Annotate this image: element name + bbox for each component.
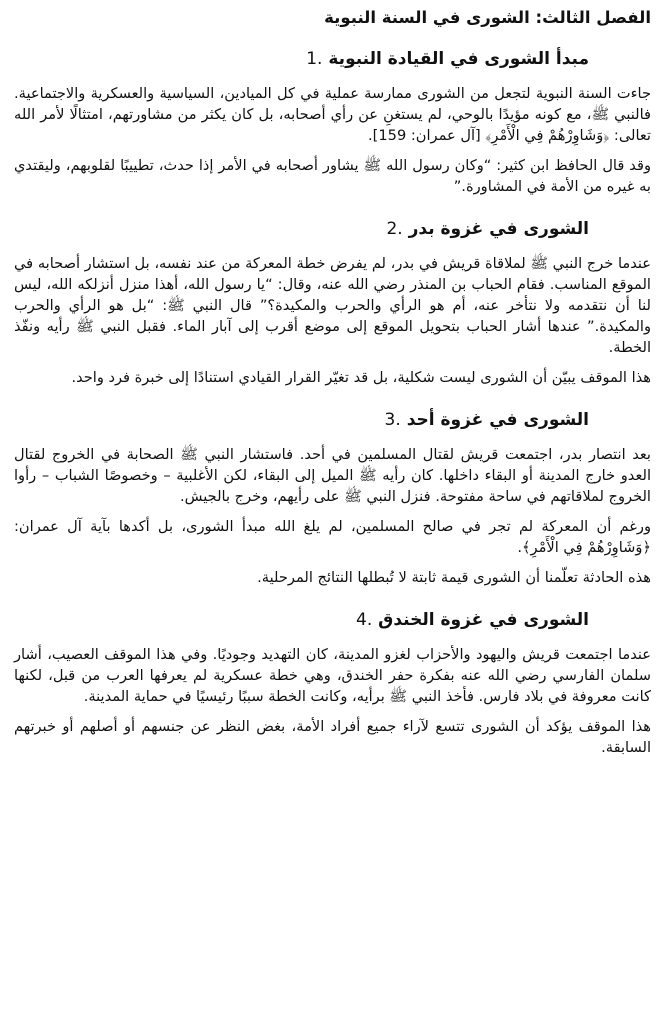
section-heading (14, 608, 651, 632)
paragraph: ورغم أن المعركة لم تجر في صالح المسلمين، لم يلغ الله مبدأ الشورى، بل أكدها بآية آل عمران: ﴿وَشَاوِرْهُمْ فِي الْأَمْرِ﴾. (14, 518, 651, 556)
section-number: 4. (356, 610, 373, 630)
section-number: 1. (306, 49, 323, 69)
paragraph: هذه الحادثة تعلّمنا أن الشورى قيمة ثابتة لا تُبطلها النتائج المرحلية. (257, 569, 651, 586)
paragraph: جاءت السنة النبوية لتجعل من الشورى ممارسة عملية في كل الميادين، السياسية والعسكرية والاجتماعية. فالنبي ﷺ، مع كونه مؤيدًا بالوحي، لم يستغنِ عن رأي أصحابه، بل كان يكثر من مشاورتهم، امتثالًا لأمر الله تعالى: ﴿وَشَاوِرْهُمْ فِي الْأَمْرِ﴾ [آل عمران: 159]. (14, 85, 651, 144)
paragraph: هذا الموقف يؤكد أن الشورى تتسع لآراء جميع أفراد الأمة، بغض النظر عن جنسهم أو أصلهم أو خبرتهم السابقة. (14, 718, 651, 756)
section-3 (14, 408, 651, 588)
paragraph: بعد انتصار بدر، اجتمعت قريش لقتال المسلمين في أحد. فاستشار النبي ﷺ الصحابة في الخروج لقتال العدو خارج المدينة أو البقاء داخلها. كان رأيه ﷺ الميل إلى البقاء، لكن الأغلبية – وخصوصًا الشباب – رأوا الخروج لملاقاتهم في ساحة مفتوحة. فنزل النبي ﷺ على رأيهم، وخرج بالجيش. (14, 446, 651, 505)
paragraph: هذا الموقف يبيّن أن الشورى ليست شكلية، بل قد تغيّر القرار القيادي استنادًا إلى خبرة فرد واحد. (71, 369, 651, 386)
section-4 (14, 608, 651, 758)
section-heading (14, 217, 651, 241)
section-number: 2. (386, 219, 403, 239)
paragraph: عندما اجتمعت قريش واليهود والأحزاب لغزو المدينة، كان التهديد وجوديًا. وفي هذا الموقف العصيب، أشار سلمان الفارسي رضي الله عنه بفكرة حفر الخندق، وهي خطة عسكرية لم يعرفها العرب من قبل، لكنها كانت معروفة في بلاد فارس. فأخذ النبي ﷺ برأيه، وكانت الخطة سببًا رئيسيًا في حماية المدينة. (14, 646, 651, 705)
section-title-text: الشورى في غزوة أحد (406, 410, 589, 430)
section-title-text: مبدأ الشورى في القيادة النبوية (328, 49, 589, 69)
paragraph: وقد قال الحافظ ابن كثير: “وكان رسول الله ﷺ يشاور أصحابه في الأمر إذا حدث، تطييبًا لقلوبهم، وليقتدي به غيره من الأمة في المشاورة.” (14, 157, 651, 195)
section-heading (14, 47, 651, 71)
section-heading (14, 408, 651, 432)
paragraph: عندما خرج النبي ﷺ لملاقاة قريش في بدر، لم يفرض خطة المعركة من عند نفسه، بل استشار أصحابه في الموقع المناسب. فقام الحباب بن المنذر رضي الله عنه، وقال: “يا رسول الله، أهذا منزل أنزلكه الله، ليس لنا أن نتقدمه ولا نتأخر عنه، أم هو الرأي والحرب والمكيدة؟” قال النبي ﷺ: “بل هو الرأي والحرب والمكيدة.” عندها أشار الحباب بتحويل الموقع إلى موضع أقرب إلى آبار الماء. فقبل النبي ﷺ رأيه ونفّذ الخطة. (14, 255, 651, 356)
chapter-title: الفصل الثالث: الشورى في السنة النبوية (324, 8, 651, 27)
section-2 (14, 217, 651, 388)
section-title-text: الشورى في غزوة الخندق (378, 610, 589, 630)
section-1 (14, 47, 651, 197)
section-title-text: الشورى في غزوة بدر (408, 219, 589, 239)
section-number: 3. (384, 410, 401, 430)
